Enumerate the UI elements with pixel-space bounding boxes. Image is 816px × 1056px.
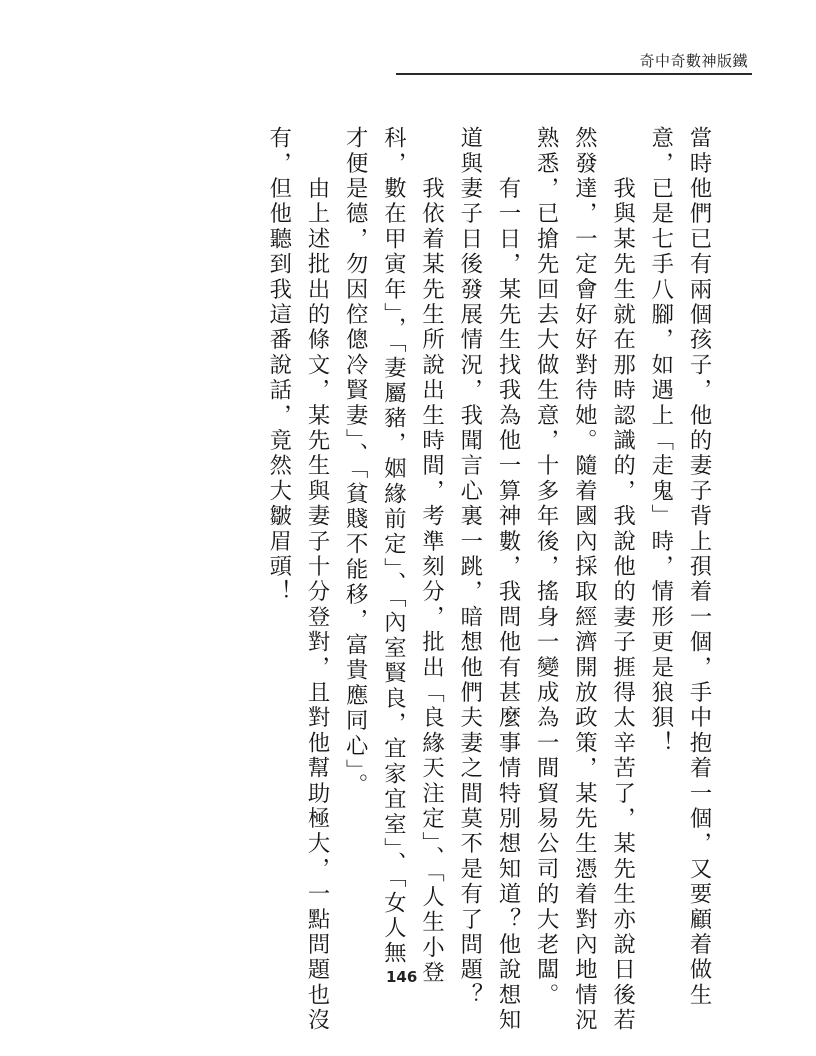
text-column: 科，數在甲寅年」，「妻屬豬，姻緣前定」、「內室賢良，宜家宜室」、「女人無 bbox=[380, 126, 407, 967]
text-column: 由上述批出的條文，某先生與妻子十分登對，且對他幫助極大，一點問題也沒 bbox=[303, 126, 330, 1034]
text-column: 然發達，一定會好好對待她。隨着國內採取經濟開放政策，某先生憑着對內地情況 bbox=[571, 126, 598, 1034]
text-column: 當時他們已有兩個孩子，他的妻子背上孭着一個，手中抱着一個，又要顧着做生 bbox=[686, 126, 712, 1008]
page-number: 146 bbox=[386, 968, 418, 986]
header-rule bbox=[396, 73, 752, 75]
text-column: 意，已是七手八腳，如遇上「走鬼」時，情形更是狼狽！ bbox=[647, 126, 674, 756]
text-column: 有一日，某先生找我為他一算神數，我問他有甚麼事情特別想知道？他說想知 bbox=[494, 126, 521, 1034]
running-header-title: 奇中奇數神版鐵 bbox=[639, 52, 748, 70]
text-column: 熟悉，已搶先回去大做生意，十多年後，搖身一變成為一間貿易公司的大老闆。 bbox=[533, 126, 560, 1008]
text-column: 才便是德，勿因倥傯冷賢妻」、「貧賤不能移，富貴應同心」。 bbox=[342, 126, 369, 799]
text-column: 我依着某先生所說出生時間，考準刻分，批出「良緣天注定」、「人生小登 bbox=[418, 126, 445, 986]
text-column: 有，但他聽到我這番說話，竟然大皺眉頭！ bbox=[265, 126, 292, 605]
text-column: 我與某先生就在那時認識的，我說他的妻子捱得太辛苦了，某先生亦說日後若 bbox=[609, 126, 636, 1034]
text-column: 道與妻子日後發展情況，我聞言心裏一跳，暗想他們夫妻之間莫不是有了問題？ bbox=[456, 126, 483, 1008]
